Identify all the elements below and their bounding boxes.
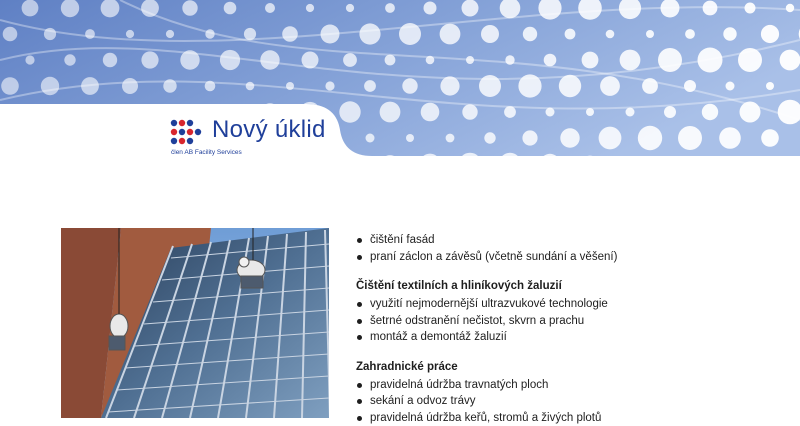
list-item: praní záclon a závěsů (včetně sundání a věšení) [356,249,796,266]
banner-dot [600,76,620,96]
banner-dot [380,102,401,123]
banner-dot [726,82,735,91]
banner-dot [103,157,117,160]
list-item: montáž a demontáž žaluzií [356,329,796,346]
section-heading-garden: Zahradnické práce [356,359,796,375]
banner-dot [5,133,15,143]
banner-dot [446,134,455,143]
banner-dot [246,82,255,91]
logo-dots-icon [170,118,206,148]
bullet-icon [357,255,362,260]
banner-dot [141,51,158,68]
banner-dot [559,75,581,97]
banner-dot [424,2,437,15]
banner-dot [565,29,576,40]
banner-dot [766,82,774,90]
bullet-icon [357,335,362,340]
banner-dot [64,54,75,65]
banner-dot [126,30,134,38]
banner-dot [626,108,635,117]
bullet-icon [357,416,362,421]
banner-dot [385,55,396,66]
services-list [356,232,796,426]
banner-dot [144,158,155,160]
banner-dot [761,129,779,147]
banner-dot [346,4,354,12]
banner-dot [702,104,718,120]
banner-dot [364,80,376,92]
banner-dot [185,107,196,118]
list-item: využití nejmodernější ultrazvukové technologie [356,296,796,313]
services-group3 [356,377,796,426]
banner-dot [620,50,641,71]
banner-dot [784,158,795,160]
banner-dot [462,0,479,17]
banner-dot [780,50,800,71]
list-item: pravidelná údržba keřů, stromů a živých plotů [356,410,796,426]
banner-dot [638,126,662,150]
banner-dot [440,24,461,45]
banner-dot [685,29,695,39]
banner-dot [664,106,676,118]
banner-dot [1,77,19,95]
section-heading-blinds: Čištění textilních a hliníkových žaluzií [356,278,796,294]
banner-dot [385,3,395,13]
banner-dot [146,108,155,117]
banner-dot [544,54,557,67]
banner-dot [25,107,35,117]
brand-logo[interactable] [170,118,370,162]
list-item: čištění fasád [356,232,796,249]
banner-dot [343,53,357,67]
services-group2 [356,296,796,346]
banner-dot [523,27,537,41]
banner-dot [106,108,114,116]
bullet-icon [357,383,362,388]
bullet-icon [357,238,362,243]
banner-dot [306,4,314,12]
banner-dot [624,158,637,161]
list-item: sekání a odvoz trávy [356,393,796,410]
banner-dot [560,128,579,147]
banner-dot [462,104,477,119]
banner-dot [43,131,56,144]
banner-dot [220,50,240,70]
banner-dot [260,50,279,69]
banner-dot [406,134,414,142]
banner-dot [62,156,78,160]
banner-dot [41,77,59,95]
bullet-icon [357,399,362,404]
banner-dot [719,127,741,149]
header-banner [0,0,800,160]
banner-dot [582,52,599,69]
bullet-icon [357,319,362,324]
banner-dot [723,27,736,40]
banner-dot [481,25,499,43]
bullet-icon [357,302,362,307]
banner-dot [606,30,615,39]
services-group1 [356,232,796,265]
banner-dot [678,126,702,150]
banner-dot [82,130,98,146]
banner-dot [121,129,139,147]
banner-dot [25,55,34,64]
banner-dot [402,78,417,93]
banner-dot [21,155,39,160]
banner-dot [582,156,599,160]
banner-dot [66,108,75,117]
banner-dot [3,27,18,42]
banner-dot [786,4,794,12]
brand-name: Nový úklid [212,116,326,144]
banner-dot [282,26,298,42]
banner-dot [325,81,334,90]
banner-dot [22,0,39,16]
banner-dot [665,159,675,160]
banner-dot [265,3,275,13]
banner-dot [122,78,138,94]
list-item: pravidelná údržba travnatých ploch [356,377,796,394]
banner-dot [182,0,197,15]
banner-dot [658,48,682,72]
list-item: šetrné odstranění nečistot, skvrn a prachu [356,313,796,330]
banner-dot [646,30,654,38]
window-cleaning-photo [61,228,329,418]
banner-dot [103,53,117,67]
banner-dot [421,103,440,122]
banner-dot [761,25,779,43]
banner-dot [599,127,622,150]
banner-dot [484,132,495,143]
banner-dot [166,30,174,38]
banner-dot [522,130,537,145]
banner-dot [359,23,380,44]
brand-tagline: člen AB Facility Services [171,149,242,156]
banner-dot [224,2,237,15]
